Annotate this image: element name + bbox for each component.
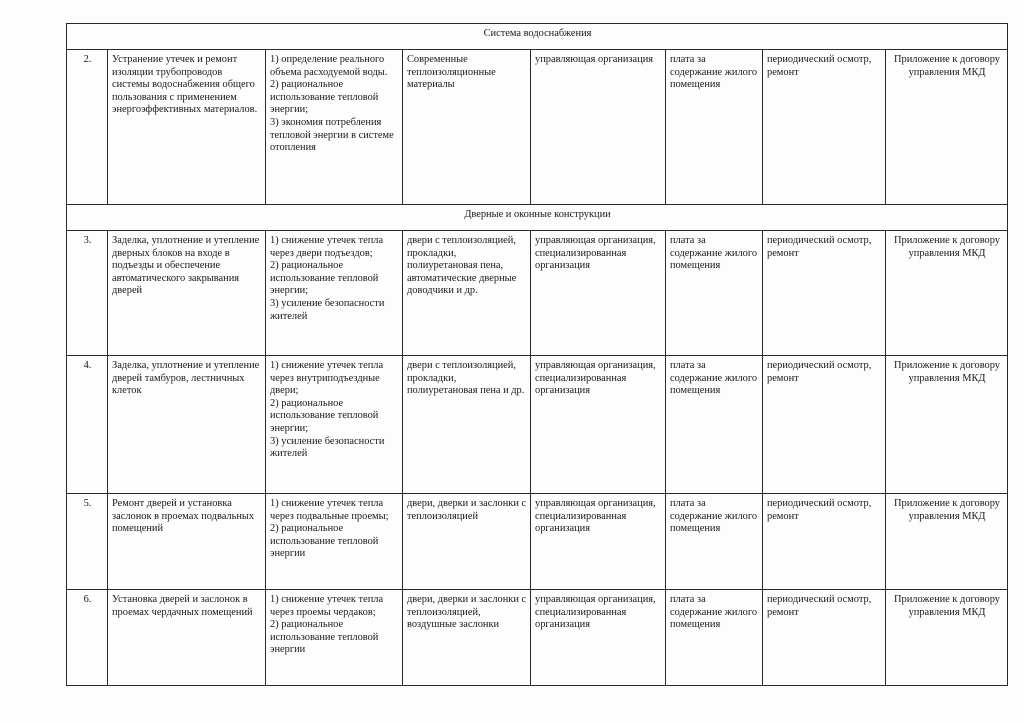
note-cell: Приложение к договору управления МКД (886, 494, 1008, 590)
executor-cell: управляющая организация, специализированная организация (531, 231, 666, 356)
funding-cell: плата за содержание жилого помещения (666, 50, 763, 205)
materials-cell: двери с теплоизоляцией, прокладки, полиуретановая пена, автоматические дверные доводчики и др. (403, 231, 531, 356)
table-row (67, 356, 1008, 494)
row-number: 5. (67, 494, 108, 590)
frequency-cell: периодический осмотр, ремонт (763, 50, 886, 205)
effect-cell: 1) снижение утечек тепла через внутриподъездные двери; 2) рациональное использование тепловой энергии; 3) усиление безопасности жителей (266, 356, 403, 494)
section-header-row (67, 24, 1008, 50)
effect-cell: 1) снижение утечек тепла через двери подъездов; 2) рациональное использование тепловой энергии; 3) усиление безопасности жителей (266, 231, 403, 356)
measure-cell: Установка дверей и заслонок в проемах чердачных помещений (108, 590, 266, 686)
executor-cell: управляющая организация, специализированная организация (531, 356, 666, 494)
row-number: 3. (67, 231, 108, 356)
materials-cell: двери, дверки и заслонки с теплоизоляцией, воздушные заслонки (403, 590, 531, 686)
measure-cell: Заделка, уплотнение и утепление дверей тамбуров, лестничных клеток (108, 356, 266, 494)
note-cell: Приложение к договору управления МКД (886, 590, 1008, 686)
note-cell: Приложение к договору управления МКД (886, 231, 1008, 356)
frequency-cell: периодический осмотр, ремонт (763, 590, 886, 686)
section-title: Дверные и оконные конструкции (67, 205, 1008, 231)
row-number: 2. (67, 50, 108, 205)
effect-cell: 1) определение реального объема расходуемой воды. 2) рациональное использование тепловой энергии; 3) экономия потребления тепловой энергии в системе отопления (266, 50, 403, 205)
table-row (67, 590, 1008, 686)
executor-cell: управляющая организация, специализированная организация (531, 494, 666, 590)
note-cell: Приложение к договору управления МКД (886, 50, 1008, 205)
effect-cell: 1) снижение утечек тепла через проемы чердаков; 2) рациональное использование тепловой энергии (266, 590, 403, 686)
funding-cell: плата за содержание жилого помещения (666, 590, 763, 686)
effect-cell: 1) снижение утечек тепла через подвальные проемы; 2) рациональное использование тепловой энергии (266, 494, 403, 590)
measures-table (66, 23, 1008, 686)
measure-cell: Ремонт дверей и установка заслонок в проемах подвальных помещений (108, 494, 266, 590)
funding-cell: плата за содержание жилого помещения (666, 231, 763, 356)
table-row (67, 494, 1008, 590)
funding-cell: плата за содержание жилого помещения (666, 494, 763, 590)
frequency-cell: периодический осмотр, ремонт (763, 356, 886, 494)
row-number: 4. (67, 356, 108, 494)
note-cell: Приложение к договору управления МКД (886, 356, 1008, 494)
materials-cell: двери, дверки и заслонки с теплоизоляцией (403, 494, 531, 590)
measure-cell: Устранение утечек и ремонт изоляции трубопроводов системы водоснабжения общего пользования с применением энергоэффективных материалов. (108, 50, 266, 205)
section-header-row (67, 205, 1008, 231)
row-number: 6. (67, 590, 108, 686)
executor-cell: управляющая организация (531, 50, 666, 205)
frequency-cell: периодический осмотр, ремонт (763, 231, 886, 356)
table-row (67, 50, 1008, 205)
measure-cell: Заделка, уплотнение и утепление дверных блоков на входе в подъезды и обеспечение автоматического закрывания дверей (108, 231, 266, 356)
table-row (67, 231, 1008, 356)
section-title: Система водоснабжения (67, 24, 1008, 50)
executor-cell: управляющая организация, специализированная организация (531, 590, 666, 686)
materials-cell: Современные теплоизоляционные материалы (403, 50, 531, 205)
materials-cell: двери с теплоизоляцией, прокладки, полиуретановая пена и др. (403, 356, 531, 494)
frequency-cell: периодический осмотр, ремонт (763, 494, 886, 590)
funding-cell: плата за содержание жилого помещения (666, 356, 763, 494)
